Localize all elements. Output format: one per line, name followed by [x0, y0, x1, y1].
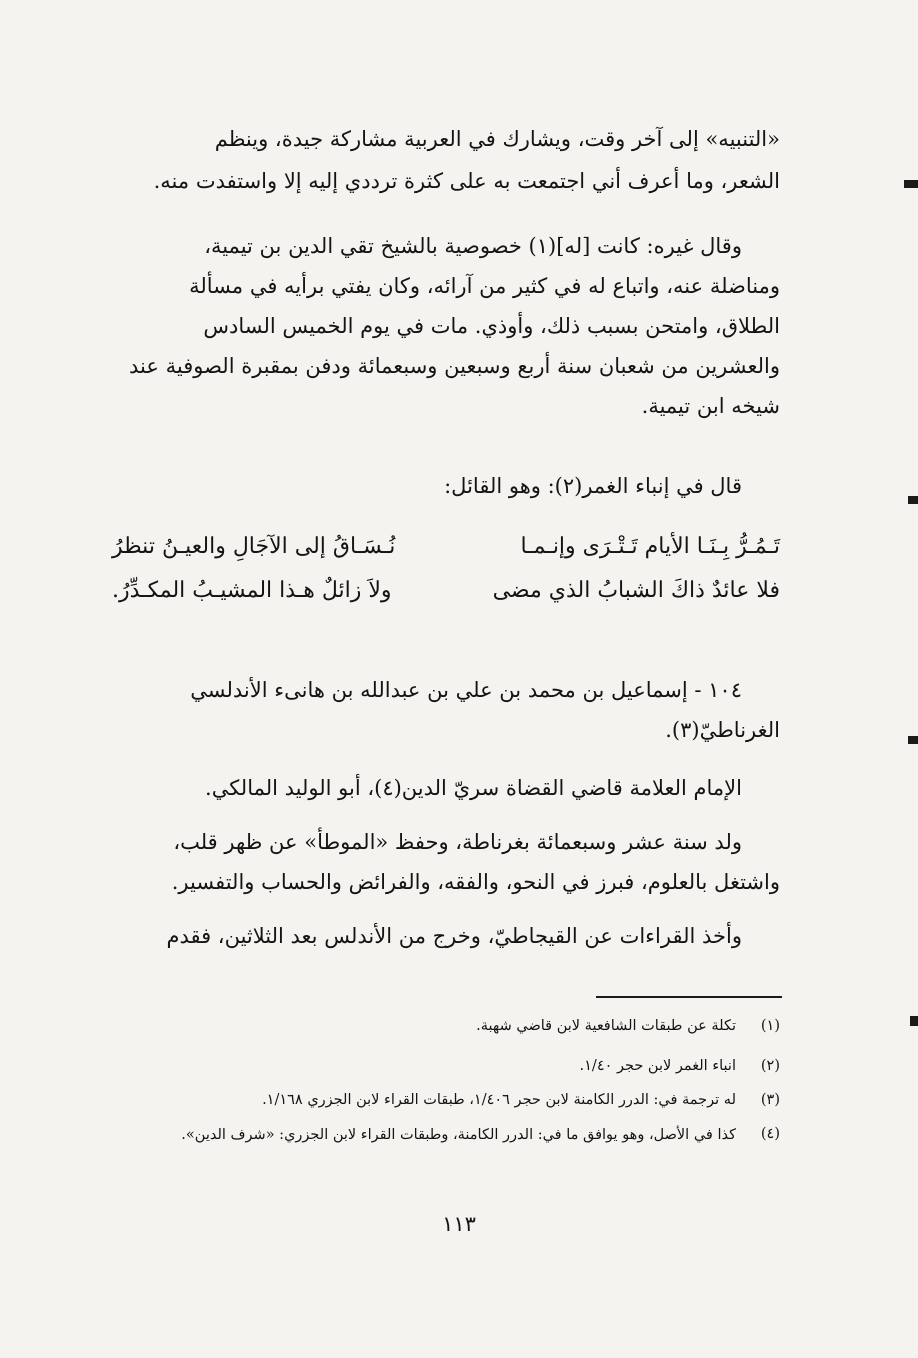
- text-line: الإمام العلامة قاضي القضاة سريّ الدين(٤)، أبو الوليد المالكي.: [205, 776, 742, 800]
- text-line: ولد سنة عشر وسبعمائة بغرناطة، وحفظ «الموطأ» عن ظهر قلب،: [173, 830, 742, 854]
- verse-first-hemistich: فلا عائدٌ ذاكَ الشبابُ الذي مضى: [492, 578, 780, 603]
- page-number: ١١٣: [442, 1212, 476, 1236]
- poem-intro: [112, 466, 780, 506]
- footnote-text: انباء الغمر لابن حجر ١/٤٠.: [579, 1058, 736, 1074]
- scan-edge-mark: [908, 496, 918, 504]
- paragraph-continuation: [112, 118, 780, 202]
- footnote-text: كذا في الأصل، وهو يوافق ما في: الدرر الكامنة، وطبقات القراء لابن الجزري: «شرف الدين».: [181, 1127, 736, 1143]
- text-line: الطلاق، وامتحن بسبب ذلك، وأوذي. مات في يوم الخميس السادس: [203, 314, 780, 338]
- paragraph-quote: [112, 226, 780, 426]
- footnote: [112, 1058, 780, 1082]
- text-line: وقال غيره: كانت [له](١) خصوصية بالشيخ تقي الدين بن تيمية،: [204, 234, 742, 258]
- footnote-rule: [596, 996, 782, 998]
- text-line: قال في إنباء الغمر(٢): وهو القائل:: [444, 474, 742, 498]
- paragraph-studies: [112, 916, 780, 956]
- scan-edge-mark: [904, 180, 918, 188]
- text-line: ومناضلة عنه، واتباع له في كثير من آرائه، وكان يفتي برأيه في مسألة: [189, 274, 780, 298]
- footnote-text: له ترجمة في: الدرر الكامنة لابن حجر ١/٤٠٦، طبقات القراء لابن الجزري ١/١٦٨.: [262, 1092, 736, 1108]
- footnote: [112, 1018, 780, 1042]
- text-line: ١٠٤ - إسماعيل بن محمد بن علي بن عبدالله بن هانىء الأندلسي: [190, 678, 742, 702]
- scan-edge-mark: [910, 1016, 918, 1026]
- footnote-number: (٢): [760, 1058, 780, 1074]
- verse-second-hemistich: ولاَ زائلٌ هـذا المشيـبُ المكـدِّرُ.: [112, 578, 392, 603]
- footnote-text: تكلة عن طبقات الشافعية لابن قاضي شهبة.: [476, 1018, 736, 1034]
- text-line: شيخه ابن تيمية.: [641, 394, 780, 418]
- poem-verse: [112, 534, 780, 568]
- poem-verse: [112, 578, 780, 612]
- footnote-number: (٤): [760, 1126, 780, 1142]
- text-line: «التنبيه» إلى آخر وقت، ويشارك في العربية مشاركة جيدة، وينظم: [214, 127, 780, 151]
- paragraph-title: [112, 768, 780, 808]
- text-line: وأخذ القراءات عن القيجاطيّ، وخرج من الأندلس بعد الثلاثين، فقدم: [166, 924, 742, 948]
- text-line: الشعر، وما أعرف أني اجتمعت به على كثرة ترددي إليه إلا واستفدت منه.: [153, 169, 780, 193]
- footnote: [112, 1126, 780, 1194]
- footnote-number: (٣): [760, 1092, 780, 1108]
- poem: [112, 534, 780, 614]
- verse-second-hemistich: نُـسَـاقُ إلى الآجَالِ والعيـنُ تنظرُ: [112, 534, 396, 559]
- paragraph-birth: [112, 822, 780, 902]
- text-line: واشتغل بالعلوم، فبرز في النحو، والفقه، والفرائض والحساب والتفسير.: [171, 870, 780, 894]
- verse-first-hemistich: تَـمُـرُّ بِـنَـا الأيام تَـتْـرَى وإنـمـا: [520, 534, 780, 559]
- text-line: الغرناطيّ(٣).: [665, 718, 780, 742]
- text-line: والعشرين من شعبان سنة أربع وسبعين وسبعمائة ودفن بمقبرة الصوفية عند: [129, 354, 780, 378]
- footnote: [112, 1092, 780, 1116]
- entry-heading: [112, 670, 780, 750]
- scan-edge-mark: [908, 736, 918, 744]
- footnote-number: (١): [760, 1018, 780, 1034]
